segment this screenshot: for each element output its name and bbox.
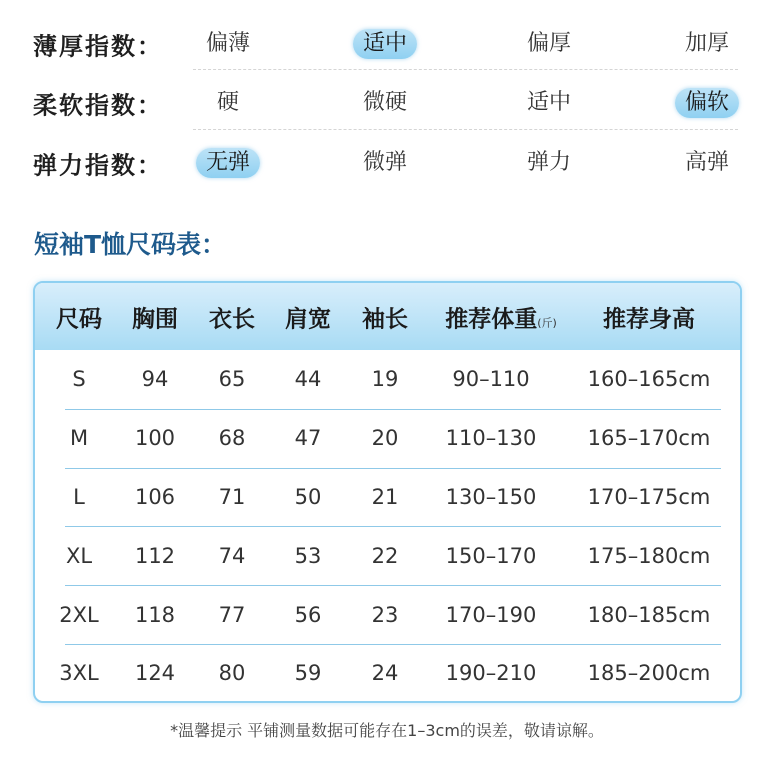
cell-height: 170–175cm bbox=[587, 484, 711, 509]
cell-weight: 190–210 bbox=[445, 661, 537, 686]
table-row bbox=[35, 409, 740, 468]
header-sleeve: 袖长 bbox=[362, 306, 408, 332]
attr-option-selected: 无弹 bbox=[196, 148, 260, 178]
cell-weight: 90–110 bbox=[452, 367, 530, 392]
cell-weight: 170–190 bbox=[445, 602, 537, 627]
cell-sleeve: 23 bbox=[371, 602, 399, 627]
header-height: 推荐身高 bbox=[603, 306, 695, 332]
attr-option: 加厚 bbox=[684, 31, 730, 56]
attr-option: 偏薄 bbox=[205, 31, 251, 56]
cell-chest: 112 bbox=[134, 543, 176, 568]
cell-size: 3XL bbox=[59, 661, 99, 686]
size-chart-title: 短袖T恤尺码表： bbox=[34, 230, 227, 259]
footnote: *温馨提示 平铺测量数据可能存在1–3cm的误差，敬请谅解。 bbox=[170, 721, 604, 740]
cell-length: 77 bbox=[218, 602, 246, 627]
cell-chest: 94 bbox=[141, 367, 169, 392]
attr-option: 微弹 bbox=[362, 150, 408, 175]
cell-length: 68 bbox=[218, 426, 246, 451]
attr-option: 硬 bbox=[216, 90, 240, 115]
cell-sleeve: 19 bbox=[371, 367, 399, 392]
header-shoulder: 肩宽 bbox=[285, 306, 331, 332]
cell-length: 74 bbox=[218, 543, 246, 568]
attr-option: 弹力 bbox=[526, 150, 572, 175]
attr-row-elasticity bbox=[0, 143, 774, 183]
attr-option: 适中 bbox=[526, 90, 572, 115]
cell-shoulder: 50 bbox=[294, 484, 322, 509]
cell-size: M bbox=[69, 426, 89, 451]
cell-length: 80 bbox=[218, 661, 246, 686]
table-row bbox=[35, 585, 740, 644]
table-row bbox=[35, 350, 740, 409]
attr-label: 弹力指数： bbox=[33, 151, 163, 180]
table-header bbox=[35, 283, 740, 350]
cell-size: S bbox=[72, 367, 86, 392]
attr-label: 柔软指数： bbox=[33, 91, 163, 120]
header-size: 尺码 bbox=[56, 306, 102, 332]
cell-chest: 100 bbox=[134, 426, 176, 451]
table-row bbox=[35, 526, 740, 585]
cell-shoulder: 56 bbox=[294, 602, 322, 627]
attr-option: 偏厚 bbox=[526, 31, 572, 56]
cell-size: XL bbox=[65, 543, 93, 568]
cell-weight: 110–130 bbox=[445, 426, 537, 451]
cell-sleeve: 24 bbox=[371, 661, 399, 686]
cell-chest: 124 bbox=[134, 661, 176, 686]
cell-sleeve: 20 bbox=[371, 426, 399, 451]
cell-height: 160–165cm bbox=[587, 367, 711, 392]
attr-row-softness bbox=[0, 83, 774, 123]
cell-height: 180–185cm bbox=[587, 602, 711, 627]
table-row bbox=[35, 468, 740, 527]
cell-length: 65 bbox=[218, 367, 246, 392]
weight-unit: (斤) bbox=[537, 316, 557, 329]
cell-shoulder: 59 bbox=[294, 661, 322, 686]
cell-chest: 106 bbox=[134, 484, 176, 509]
attr-row-thickness bbox=[0, 24, 774, 64]
cell-height: 165–170cm bbox=[587, 426, 711, 451]
size-table bbox=[33, 281, 742, 703]
cell-size: 2XL bbox=[59, 602, 99, 627]
attr-option: 微硬 bbox=[362, 90, 408, 115]
header-length: 衣长 bbox=[209, 306, 255, 332]
cell-weight: 150–170 bbox=[445, 543, 537, 568]
header-weight bbox=[445, 300, 557, 333]
header-chest: 胸围 bbox=[132, 306, 178, 332]
cell-shoulder: 47 bbox=[294, 426, 322, 451]
cell-chest: 118 bbox=[134, 602, 176, 627]
attr-option-selected: 偏软 bbox=[675, 88, 739, 118]
cell-size: L bbox=[73, 484, 85, 509]
header-weight-label: 推荐体重 bbox=[445, 306, 538, 332]
table-row bbox=[35, 644, 740, 703]
attr-label: 薄厚指数： bbox=[33, 32, 163, 61]
cell-sleeve: 22 bbox=[371, 543, 399, 568]
attr-option-selected: 适中 bbox=[353, 29, 417, 59]
divider bbox=[193, 129, 738, 130]
cell-shoulder: 53 bbox=[294, 543, 322, 568]
cell-shoulder: 44 bbox=[294, 367, 322, 392]
cell-weight: 130–150 bbox=[445, 484, 537, 509]
divider bbox=[193, 69, 738, 70]
attr-option: 高弹 bbox=[684, 150, 730, 175]
cell-length: 71 bbox=[218, 484, 246, 509]
cell-sleeve: 21 bbox=[371, 484, 399, 509]
cell-height: 185–200cm bbox=[587, 661, 711, 686]
cell-height: 175–180cm bbox=[587, 543, 711, 568]
